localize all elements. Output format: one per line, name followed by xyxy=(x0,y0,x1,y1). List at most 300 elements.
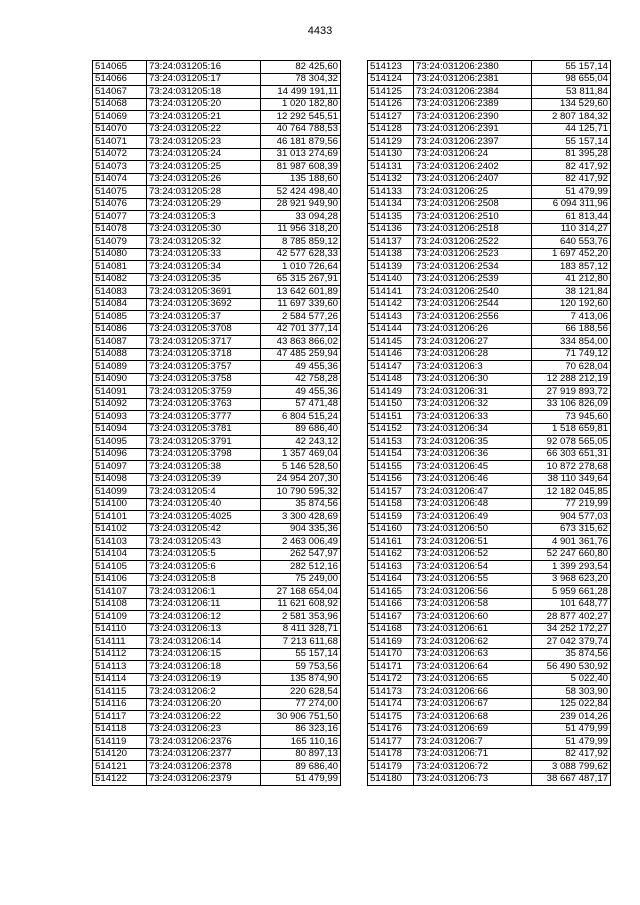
table-row xyxy=(368,361,611,374)
row-number: 514153 xyxy=(368,436,414,449)
cadastral-number: 73:24:031206:49 xyxy=(414,511,532,524)
cadastral-value: 165 110,16 xyxy=(261,736,341,749)
row-number: 514103 xyxy=(93,536,147,549)
cadastral-value: 7 413,06 xyxy=(532,311,611,324)
table-row xyxy=(368,373,611,386)
row-number: 514076 xyxy=(93,198,147,211)
cadastral-number: 73:24:031206:73 xyxy=(414,773,532,786)
table-row xyxy=(368,523,611,536)
cadastral-number: 73:24:031206:22 xyxy=(147,711,261,724)
cadastral-value: 51 479,99 xyxy=(532,186,611,199)
cadastral-value: 4 901 361,76 xyxy=(532,536,611,549)
table-row xyxy=(93,573,341,586)
cadastral-number: 73:24:031205:22 xyxy=(147,123,261,136)
cadastral-number: 73:24:031206:27 xyxy=(414,336,532,349)
row-number: 514082 xyxy=(93,273,147,286)
cadastral-number: 73:24:031206:63 xyxy=(414,648,532,661)
row-number: 514093 xyxy=(93,411,147,424)
table-row xyxy=(368,411,611,424)
table-row xyxy=(93,598,341,611)
row-number: 514125 xyxy=(368,86,414,99)
cadastral-number: 73:24:031206:2379 xyxy=(147,773,261,786)
cadastral-value: 6 094 311,96 xyxy=(532,198,611,211)
cadastral-value: 49 455,36 xyxy=(261,386,341,399)
cadastral-number: 73:24:031206:2518 xyxy=(414,223,532,236)
cadastral-number: 73:24:031206:45 xyxy=(414,461,532,474)
cadastral-value: 1 697 452,20 xyxy=(532,248,611,261)
cadastral-value: 5 146 528,50 xyxy=(261,461,341,474)
cadastral-value: 38 667 487,17 xyxy=(532,773,611,786)
table-row xyxy=(93,773,341,786)
cadastral-value: 33 094,28 xyxy=(261,211,341,224)
row-number: 514161 xyxy=(368,536,414,549)
row-number: 514084 xyxy=(93,298,147,311)
table-row xyxy=(93,411,341,424)
table-row xyxy=(368,311,611,324)
table-row xyxy=(93,261,341,274)
cadastral-value: 42 758,28 xyxy=(261,373,341,386)
cadastral-value: 239 014,26 xyxy=(532,711,611,724)
table-row xyxy=(93,373,341,386)
row-number: 514100 xyxy=(93,498,147,511)
registry-table-right xyxy=(367,60,611,786)
cadastral-number: 73:24:031206:64 xyxy=(414,661,532,674)
cadastral-value: 1 399 293,54 xyxy=(532,561,611,574)
cadastral-number: 73:24:031206:20 xyxy=(147,698,261,711)
row-number: 514111 xyxy=(93,636,147,649)
cadastral-number: 73:24:031206:48 xyxy=(414,498,532,511)
cadastral-number: 73:24:031206:58 xyxy=(414,598,532,611)
cadastral-number: 73:24:031205:3 xyxy=(147,211,261,224)
cadastral-number: 73:24:031206:2508 xyxy=(414,198,532,211)
cadastral-number: 73:24:031206:2378 xyxy=(147,761,261,774)
cadastral-value: 70 628,04 xyxy=(532,361,611,374)
table-row xyxy=(93,686,341,699)
cadastral-value: 52 247 660,80 xyxy=(532,548,611,561)
row-number: 514107 xyxy=(93,586,147,599)
row-number: 514171 xyxy=(368,661,414,674)
cadastral-number: 73:24:031206:60 xyxy=(414,611,532,624)
table-row xyxy=(93,61,341,74)
row-number: 514148 xyxy=(368,373,414,386)
table-row xyxy=(93,161,341,174)
cadastral-number: 73:24:031205:38 xyxy=(147,461,261,474)
cadastral-value: 92 078 565,05 xyxy=(532,436,611,449)
cadastral-value: 75 249,00 xyxy=(261,573,341,586)
table-row xyxy=(93,148,341,161)
table-row xyxy=(368,473,611,486)
table-row xyxy=(93,623,341,636)
cadastral-value: 2 584 577,26 xyxy=(261,311,341,324)
row-number: 514179 xyxy=(368,761,414,774)
row-number: 514175 xyxy=(368,711,414,724)
cadastral-value: 49 455,36 xyxy=(261,361,341,374)
table-row xyxy=(93,423,341,436)
row-number: 514119 xyxy=(93,736,147,749)
cadastral-value: 262 547,97 xyxy=(261,548,341,561)
cadastral-value: 640 553,76 xyxy=(532,236,611,249)
table-row xyxy=(368,273,611,286)
cadastral-value: 51 479,99 xyxy=(532,736,611,749)
cadastral-value: 28 921 949,90 xyxy=(261,198,341,211)
cadastral-number: 73:24:031205:17 xyxy=(147,73,261,86)
cadastral-number: 73:24:031206:2390 xyxy=(414,111,532,124)
cadastral-number: 73:24:031206:2377 xyxy=(147,748,261,761)
cadastral-value: 27 168 654,04 xyxy=(261,586,341,599)
row-number: 514069 xyxy=(93,111,147,124)
row-number: 514098 xyxy=(93,473,147,486)
cadastral-number: 73:24:031205:24 xyxy=(147,148,261,161)
cadastral-value: 89 686,40 xyxy=(261,423,341,436)
cadastral-value: 110 314,27 xyxy=(532,223,611,236)
cadastral-value: 77 274,00 xyxy=(261,698,341,711)
table-row xyxy=(93,748,341,761)
table-row xyxy=(368,436,611,449)
cadastral-number: 73:24:031205:3691 xyxy=(147,286,261,299)
table-row xyxy=(93,236,341,249)
cadastral-value: 11 697 339,60 xyxy=(261,298,341,311)
table-row xyxy=(93,348,341,361)
table-row xyxy=(368,761,611,774)
row-number: 514068 xyxy=(93,98,147,111)
row-number: 514109 xyxy=(93,611,147,624)
cadastral-number: 73:24:031205:4 xyxy=(147,486,261,499)
row-number: 514162 xyxy=(368,548,414,561)
table-row xyxy=(368,573,611,586)
cadastral-number: 73:24:031205:3758 xyxy=(147,373,261,386)
row-number: 514121 xyxy=(93,761,147,774)
cadastral-number: 73:24:031205:28 xyxy=(147,186,261,199)
row-number: 514112 xyxy=(93,648,147,661)
table-row xyxy=(368,223,611,236)
row-number: 514140 xyxy=(368,273,414,286)
row-number: 514086 xyxy=(93,323,147,336)
table-row xyxy=(368,323,611,336)
row-number: 514174 xyxy=(368,698,414,711)
cadastral-value: 8 785 859,12 xyxy=(261,236,341,249)
row-number: 514144 xyxy=(368,323,414,336)
cadastral-value: 1 020 182,80 xyxy=(261,98,341,111)
table-row xyxy=(368,73,611,86)
table-row xyxy=(368,536,611,549)
cadastral-value: 82 425,60 xyxy=(261,61,341,74)
cadastral-value: 6 804 515,24 xyxy=(261,411,341,424)
row-number: 514155 xyxy=(368,461,414,474)
row-number: 514101 xyxy=(93,511,147,524)
table-row xyxy=(368,98,611,111)
cadastral-number: 73:24:031205:6 xyxy=(147,561,261,574)
cadastral-number: 73:24:031205:3759 xyxy=(147,386,261,399)
cadastral-number: 73:24:031205:21 xyxy=(147,111,261,124)
cadastral-number: 73:24:031206:2522 xyxy=(414,236,532,249)
cadastral-number: 73:24:031206:7 xyxy=(414,736,532,749)
cadastral-value: 135 874,90 xyxy=(261,673,341,686)
table-row xyxy=(368,186,611,199)
table-row xyxy=(368,561,611,574)
cadastral-number: 73:24:031205:35 xyxy=(147,273,261,286)
table-row xyxy=(93,436,341,449)
table-row xyxy=(368,423,611,436)
row-number: 514092 xyxy=(93,398,147,411)
table-row xyxy=(93,523,341,536)
cadastral-number: 73:24:031206:15 xyxy=(147,648,261,661)
cadastral-number: 73:24:031206:52 xyxy=(414,548,532,561)
row-number: 514159 xyxy=(368,511,414,524)
cadastral-number: 73:24:031206:66 xyxy=(414,686,532,699)
table-row xyxy=(93,311,341,324)
cadastral-number: 73:24:031205:4025 xyxy=(147,511,261,524)
row-number: 514075 xyxy=(93,186,147,199)
table-row xyxy=(368,161,611,174)
cadastral-value: 11 956 318,20 xyxy=(261,223,341,236)
cadastral-value: 5 022,40 xyxy=(532,673,611,686)
row-number: 514085 xyxy=(93,311,147,324)
cadastral-value: 3 968 623,20 xyxy=(532,573,611,586)
table-row xyxy=(93,398,341,411)
table-row xyxy=(368,148,611,161)
cadastral-value: 2 463 006,49 xyxy=(261,536,341,549)
table-row xyxy=(368,498,611,511)
cadastral-number: 73:24:031205:34 xyxy=(147,261,261,274)
cadastral-number: 73:24:031205:39 xyxy=(147,473,261,486)
cadastral-value: 82 417,92 xyxy=(532,173,611,186)
row-number: 514126 xyxy=(368,98,414,111)
row-number: 514070 xyxy=(93,123,147,136)
cadastral-value: 34 252 172,27 xyxy=(532,623,611,636)
cadastral-number: 73:24:031206:31 xyxy=(414,386,532,399)
row-number: 514164 xyxy=(368,573,414,586)
row-number: 514170 xyxy=(368,648,414,661)
cadastral-value: 7 213 611,68 xyxy=(261,636,341,649)
table-row xyxy=(368,636,611,649)
table-row xyxy=(93,661,341,674)
cadastral-number: 73:24:031205:3717 xyxy=(147,336,261,349)
row-number: 514114 xyxy=(93,673,147,686)
cadastral-number: 73:24:031206:25 xyxy=(414,186,532,199)
cadastral-number: 73:24:031206:23 xyxy=(147,723,261,736)
cadastral-number: 73:24:031205:26 xyxy=(147,173,261,186)
row-number: 514169 xyxy=(368,636,414,649)
cadastral-number: 73:24:031206:2391 xyxy=(414,123,532,136)
table-row xyxy=(368,236,611,249)
table-row xyxy=(368,261,611,274)
row-number: 514176 xyxy=(368,723,414,736)
cadastral-value: 2 807 184,32 xyxy=(532,111,611,124)
row-number: 514095 xyxy=(93,436,147,449)
cadastral-value: 86 323,16 xyxy=(261,723,341,736)
cadastral-number: 73:24:031206:18 xyxy=(147,661,261,674)
cadastral-value: 57 471,48 xyxy=(261,398,341,411)
row-number: 514167 xyxy=(368,611,414,624)
row-number: 514138 xyxy=(368,248,414,261)
cadastral-number: 73:24:031205:3798 xyxy=(147,448,261,461)
cadastral-number: 73:24:031206:26 xyxy=(414,323,532,336)
cadastral-value: 61 813,44 xyxy=(532,211,611,224)
cadastral-number: 73:24:031205:37 xyxy=(147,311,261,324)
cadastral-number: 73:24:031206:72 xyxy=(414,761,532,774)
row-number: 514079 xyxy=(93,236,147,249)
cadastral-value: 282 512,16 xyxy=(261,561,341,574)
table-row xyxy=(368,386,611,399)
cadastral-number: 73:24:031206:2510 xyxy=(414,211,532,224)
table-row xyxy=(368,673,611,686)
cadastral-value: 38 121,84 xyxy=(532,286,611,299)
row-number: 514136 xyxy=(368,223,414,236)
cadastral-value: 220 628,54 xyxy=(261,686,341,699)
cadastral-number: 73:24:031206:35 xyxy=(414,436,532,449)
table-row xyxy=(368,61,611,74)
row-number: 514134 xyxy=(368,198,414,211)
cadastral-value: 81 987 608,39 xyxy=(261,161,341,174)
cadastral-number: 73:24:031205:3757 xyxy=(147,361,261,374)
table-row xyxy=(93,761,341,774)
cadastral-value: 77 219,99 xyxy=(532,498,611,511)
row-number: 514091 xyxy=(93,386,147,399)
row-number: 514078 xyxy=(93,223,147,236)
table-row xyxy=(368,348,611,361)
cadastral-value: 73 945,60 xyxy=(532,411,611,424)
cadastral-number: 73:24:031205:3791 xyxy=(147,436,261,449)
cadastral-value: 58 303,90 xyxy=(532,686,611,699)
table-row xyxy=(368,648,611,661)
table-row xyxy=(368,511,611,524)
row-number: 514151 xyxy=(368,411,414,424)
table-row xyxy=(93,636,341,649)
cadastral-number: 73:24:031205:33 xyxy=(147,248,261,261)
table-row xyxy=(368,111,611,124)
cadastral-value: 27 042 379,74 xyxy=(532,636,611,649)
cadastral-value: 904 577,03 xyxy=(532,511,611,524)
row-number: 514137 xyxy=(368,236,414,249)
cadastral-number: 73:24:031205:3692 xyxy=(147,298,261,311)
table-row xyxy=(368,548,611,561)
row-number: 514177 xyxy=(368,736,414,749)
cadastral-value: 28 877 402,27 xyxy=(532,611,611,624)
cadastral-number: 73:24:031206:46 xyxy=(414,473,532,486)
row-number: 514102 xyxy=(93,523,147,536)
cadastral-value: 1 518 659,81 xyxy=(532,423,611,436)
row-number: 514117 xyxy=(93,711,147,724)
cadastral-value: 10 872 278,68 xyxy=(532,461,611,474)
row-number: 514135 xyxy=(368,211,414,224)
row-number: 514152 xyxy=(368,423,414,436)
cadastral-number: 73:24:031206:32 xyxy=(414,398,532,411)
table-row xyxy=(93,711,341,724)
table-row xyxy=(93,136,341,149)
row-number: 514141 xyxy=(368,286,414,299)
cadastral-number: 73:24:031206:2539 xyxy=(414,273,532,286)
cadastral-value: 673 315,62 xyxy=(532,523,611,536)
cadastral-number: 73:24:031206:12 xyxy=(147,611,261,624)
cadastral-value: 51 479,99 xyxy=(532,723,611,736)
table-row xyxy=(368,448,611,461)
cadastral-value: 43 863 866,02 xyxy=(261,336,341,349)
cadastral-number: 73:24:031206:2556 xyxy=(414,311,532,324)
row-number: 514156 xyxy=(368,473,414,486)
cadastral-value: 89 686,40 xyxy=(261,761,341,774)
cadastral-number: 73:24:031206:28 xyxy=(414,348,532,361)
cadastral-number: 73:24:031206:54 xyxy=(414,561,532,574)
cadastral-value: 40 764 788,53 xyxy=(261,123,341,136)
cadastral-value: 2 581 353,96 xyxy=(261,611,341,624)
cadastral-number: 73:24:031206:36 xyxy=(414,448,532,461)
row-number: 514088 xyxy=(93,348,147,361)
row-number: 514150 xyxy=(368,398,414,411)
table-row xyxy=(93,186,341,199)
row-number: 514158 xyxy=(368,498,414,511)
cadastral-number: 73:24:031206:30 xyxy=(414,373,532,386)
row-number: 514173 xyxy=(368,686,414,699)
cadastral-number: 73:24:031206:2 xyxy=(147,686,261,699)
cadastral-value: 78 304,32 xyxy=(261,73,341,86)
cadastral-number: 73:24:031205:30 xyxy=(147,223,261,236)
row-number: 514129 xyxy=(368,136,414,149)
cadastral-value: 42 577 628,33 xyxy=(261,248,341,261)
row-number: 514073 xyxy=(93,161,147,174)
table-row xyxy=(93,673,341,686)
cadastral-number: 73:24:031205:3763 xyxy=(147,398,261,411)
cadastral-value: 44 125,71 xyxy=(532,123,611,136)
row-number: 514065 xyxy=(93,61,147,74)
row-number: 514131 xyxy=(368,161,414,174)
table-row xyxy=(93,486,341,499)
cadastral-number: 73:24:031206:19 xyxy=(147,673,261,686)
row-number: 514178 xyxy=(368,748,414,761)
table-row xyxy=(368,598,611,611)
row-number: 514132 xyxy=(368,173,414,186)
cadastral-value: 46 181 879,56 xyxy=(261,136,341,149)
cadastral-number: 73:24:031206:61 xyxy=(414,623,532,636)
cadastral-value: 42 243,12 xyxy=(261,436,341,449)
table-row xyxy=(93,198,341,211)
table-row xyxy=(368,336,611,349)
cadastral-value: 35 874,56 xyxy=(532,648,611,661)
table-row xyxy=(93,723,341,736)
row-number: 514133 xyxy=(368,186,414,199)
table-row xyxy=(368,248,611,261)
cadastral-number: 73:24:031206:56 xyxy=(414,586,532,599)
cadastral-value: 80 897,13 xyxy=(261,748,341,761)
cadastral-value: 55 157,14 xyxy=(261,648,341,661)
table-row xyxy=(368,198,611,211)
table-row xyxy=(368,173,611,186)
page-number: 4433 xyxy=(307,25,333,37)
cadastral-number: 73:24:031206:2397 xyxy=(414,136,532,149)
table-row xyxy=(93,386,341,399)
row-number: 514083 xyxy=(93,286,147,299)
cadastral-number: 73:24:031206:34 xyxy=(414,423,532,436)
cadastral-number: 73:24:031206:62 xyxy=(414,636,532,649)
table-row xyxy=(93,461,341,474)
cadastral-value: 52 424 498,40 xyxy=(261,186,341,199)
table-row xyxy=(368,723,611,736)
cadastral-value: 65 315 267,91 xyxy=(261,273,341,286)
cadastral-value: 12 292 545,51 xyxy=(261,111,341,124)
cadastral-value: 56 490 530,92 xyxy=(532,661,611,674)
cadastral-number: 73:24:031205:42 xyxy=(147,523,261,536)
row-number: 514094 xyxy=(93,423,147,436)
cadastral-value: 51 479,99 xyxy=(261,773,341,786)
row-number: 514090 xyxy=(93,373,147,386)
cadastral-number: 73:24:031206:2402 xyxy=(414,161,532,174)
table-row xyxy=(93,98,341,111)
cadastral-number: 73:24:031206:2540 xyxy=(414,286,532,299)
cadastral-number: 73:24:031206:24 xyxy=(414,148,532,161)
cadastral-number: 73:24:031206:2380 xyxy=(414,61,532,74)
cadastral-value: 31 013 274,69 xyxy=(261,148,341,161)
table-row xyxy=(368,773,611,786)
cadastral-value: 135 188,60 xyxy=(261,173,341,186)
